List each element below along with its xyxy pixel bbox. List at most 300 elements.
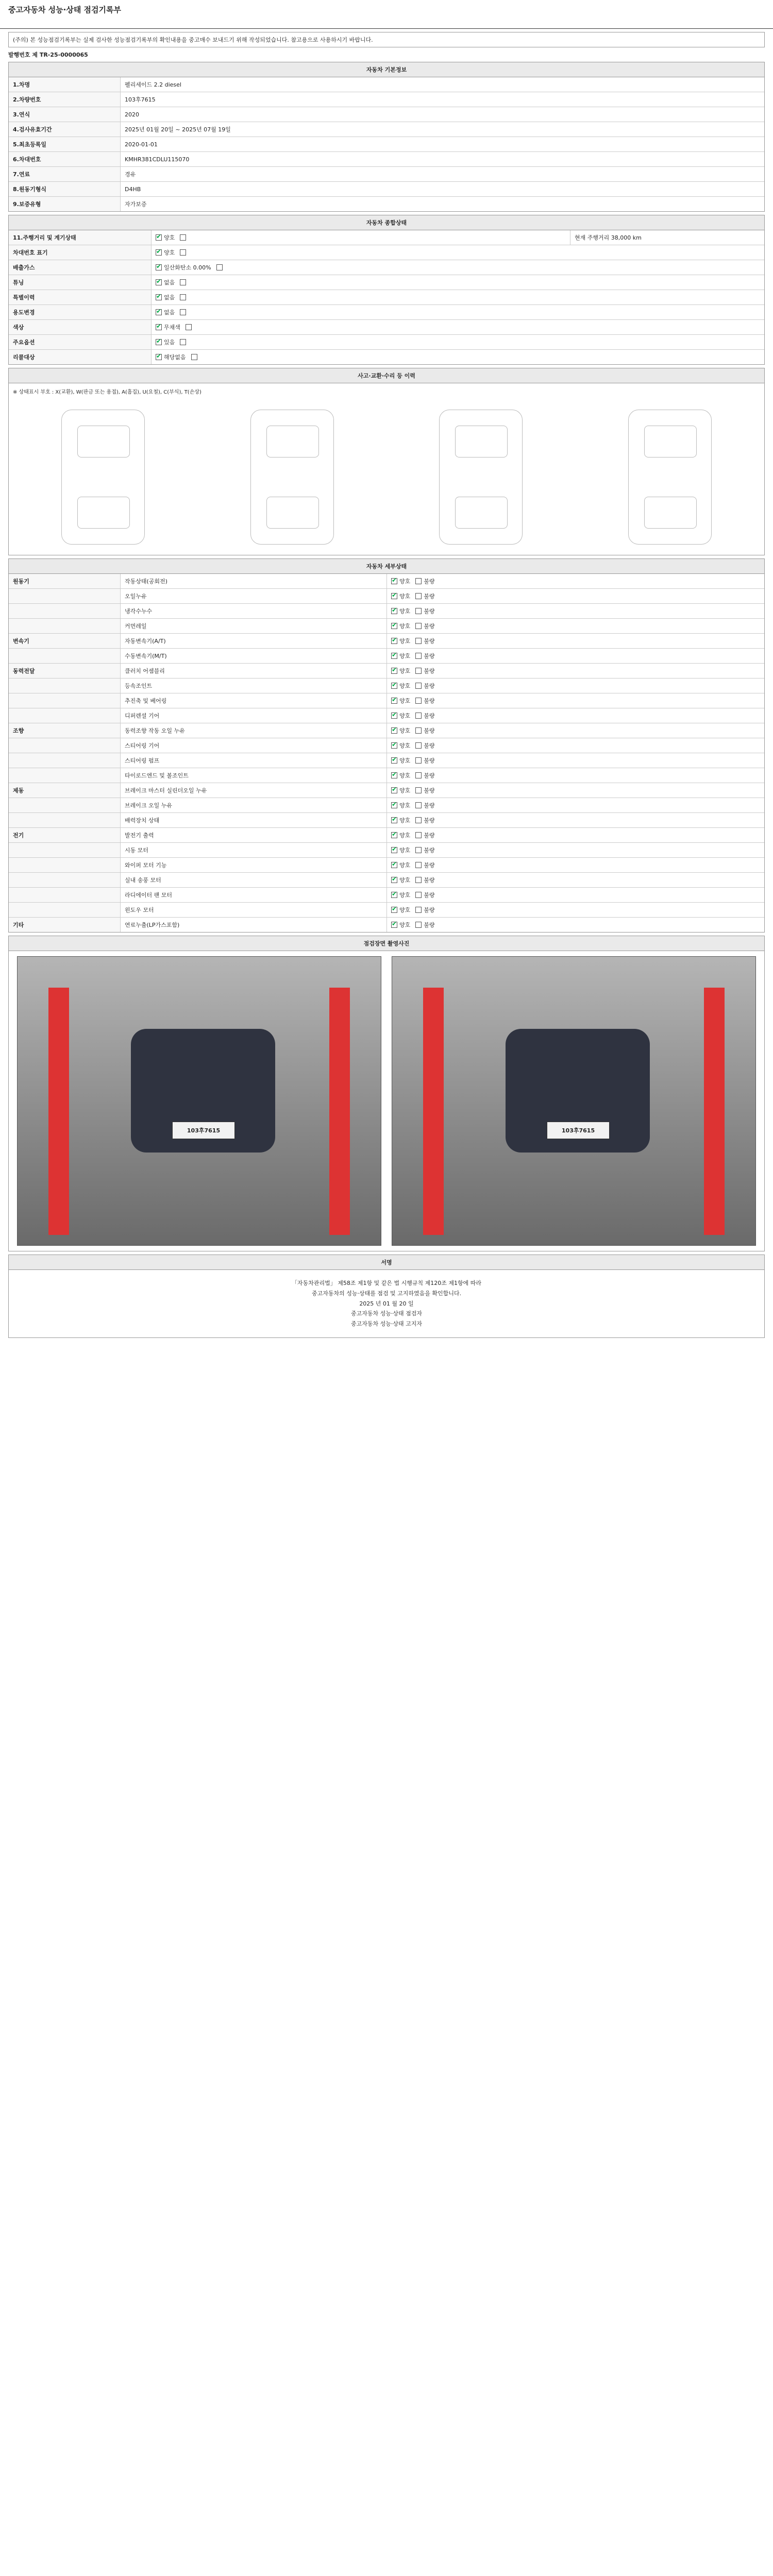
checkbox-box[interactable]: [415, 727, 422, 734]
checkbox[interactable]: [415, 622, 434, 630]
checkbox[interactable]: [180, 279, 188, 285]
diagram-legend: ※ 상태표시 부호 : X(교환), W(판금 또는 용접), A(흠집), U(요철), C(부식), T(손상): [13, 389, 201, 395]
checkbox-label: 해당없음: [164, 354, 186, 361]
detail-row: [9, 693, 764, 708]
checkbox-box[interactable]: [391, 817, 397, 823]
basic-row: [9, 77, 764, 92]
checkbox-box[interactable]: [415, 623, 422, 629]
checkbox-label: 양호: [164, 234, 175, 241]
checkbox-label: 불량: [424, 683, 435, 689]
detail-group: [9, 798, 121, 812]
checkbox-box[interactable]: [415, 683, 422, 689]
checkbox[interactable]: [391, 697, 410, 705]
checkbox-label: 양호: [399, 757, 411, 764]
checkbox[interactable]: [415, 846, 434, 854]
checkbox-box[interactable]: [391, 638, 397, 644]
checkbox-box[interactable]: [156, 294, 162, 300]
detail-state: [387, 619, 764, 633]
checkbox-box[interactable]: [415, 817, 422, 823]
checkbox[interactable]: [415, 592, 434, 600]
overall-state: [152, 260, 764, 275]
detail-row: [9, 738, 764, 753]
checkbox[interactable]: [391, 711, 410, 720]
checkbox[interactable]: [180, 339, 188, 345]
detail-row: [9, 574, 764, 588]
checkbox-box[interactable]: [391, 832, 397, 838]
checkbox-box[interactable]: [415, 832, 422, 838]
checkbox-label: 불량: [424, 832, 435, 839]
detail-group: [9, 843, 121, 857]
overall-row: [9, 349, 764, 364]
checkbox[interactable]: [391, 637, 410, 645]
checkbox-box[interactable]: [415, 668, 422, 674]
checkbox[interactable]: [391, 622, 410, 630]
overall-item: 11.주행거리 및 계기상태: [9, 230, 152, 245]
sign-seller: 중고자동차 성능·상태 고지자: [350, 1320, 422, 1328]
detail-group: [9, 604, 121, 618]
checkbox-label: 불량: [424, 698, 435, 704]
detail-group: [9, 619, 121, 633]
checkbox-box[interactable]: [156, 264, 162, 270]
checkbox-label: 양호: [399, 847, 411, 854]
detail-state: [387, 708, 764, 723]
detail-item: 수동변속기(M/T): [121, 649, 387, 663]
detail-item: 등속조인트: [121, 679, 387, 693]
checkbox[interactable]: [156, 323, 180, 331]
checkbox[interactable]: [156, 293, 175, 301]
basic-row: [9, 151, 764, 166]
basic-label: 2.차량번호: [9, 92, 121, 107]
overall-row: [9, 230, 764, 245]
detail-item: 윈도우 모터: [121, 903, 387, 917]
inspection-photo-front: [17, 956, 381, 1246]
detail-item: 연료누출(LP가스포함): [121, 918, 387, 932]
checkbox-box[interactable]: [391, 922, 397, 928]
diagram-section: [8, 368, 765, 555]
checkbox[interactable]: [415, 682, 434, 690]
checkbox[interactable]: [415, 607, 434, 615]
detail-state: [387, 858, 764, 872]
detail-row: [9, 753, 764, 768]
checkbox-label: 양호: [399, 832, 411, 839]
checkbox[interactable]: [391, 577, 410, 585]
checkbox[interactable]: [415, 697, 434, 705]
basic-row: [9, 137, 764, 151]
checkbox[interactable]: [415, 861, 434, 869]
checkbox-box[interactable]: [415, 757, 422, 764]
detail-state: [387, 649, 764, 663]
checkbox[interactable]: [415, 891, 434, 899]
checkbox-label: 양호: [399, 877, 411, 884]
basic-value: 2025년 01월 20일 ~ 2025년 07월 19일: [125, 126, 231, 133]
sign-body: [9, 1270, 764, 1337]
checkbox[interactable]: [391, 861, 410, 869]
checkbox-box[interactable]: [391, 847, 397, 853]
sign-header: 서명: [9, 1255, 764, 1270]
checkbox-label: 양호: [399, 653, 411, 659]
detail-group: 원동기: [9, 574, 121, 588]
detail-row: [9, 588, 764, 603]
checkbox-box[interactable]: [191, 354, 197, 360]
checkbox[interactable]: [415, 921, 434, 929]
detail-row: [9, 872, 764, 887]
checkbox-label: 무채색: [164, 324, 180, 331]
checkbox[interactable]: [180, 309, 188, 315]
overall-state: [152, 245, 764, 260]
checkbox-label: 불량: [424, 742, 435, 749]
overall-state: [152, 290, 764, 304]
detail-state: [387, 903, 764, 917]
basic-row: [9, 107, 764, 122]
detail-row: [9, 648, 764, 663]
checkbox[interactable]: [415, 577, 434, 585]
basic-label: 1.차명: [9, 77, 121, 92]
detail-header: 자동차 세부상태: [9, 559, 764, 574]
checkbox[interactable]: [391, 726, 410, 735]
checkbox[interactable]: [415, 652, 434, 660]
checkbox[interactable]: [391, 667, 410, 675]
detail-row: [9, 708, 764, 723]
basic-label: 4.검사유효기간: [9, 122, 121, 137]
checkbox[interactable]: [391, 921, 410, 929]
detail-row: [9, 798, 764, 812]
photos: [9, 951, 764, 1251]
overall-row: [9, 334, 764, 349]
checkbox-label: 불량: [424, 668, 435, 674]
checkbox-box[interactable]: [180, 339, 186, 345]
detail-row: [9, 663, 764, 678]
checkbox-box[interactable]: [415, 608, 422, 614]
checkbox-box[interactable]: [391, 593, 397, 599]
detail-group: [9, 589, 121, 603]
detail-row: [9, 783, 764, 798]
detail-state: [387, 679, 764, 693]
overall-item: 특별이력: [9, 290, 152, 304]
checkbox-label: 양호: [399, 593, 411, 600]
checkbox-box[interactable]: [391, 683, 397, 689]
car-side-right-icon: [628, 410, 712, 545]
checkbox[interactable]: [415, 816, 434, 824]
checkbox[interactable]: [415, 831, 434, 839]
checkbox-box[interactable]: [156, 309, 162, 315]
lift-left-icon: [48, 988, 69, 1235]
checkbox[interactable]: [391, 682, 410, 690]
checkbox[interactable]: [391, 891, 410, 899]
checkbox[interactable]: [180, 249, 188, 256]
checkbox[interactable]: [391, 876, 410, 884]
overall-state: [152, 230, 570, 245]
car-side-left-icon: [61, 410, 145, 545]
doc-no: [8, 50, 765, 59]
checkbox-label: 불량: [424, 907, 435, 913]
checkbox-box[interactable]: [391, 802, 397, 808]
checkbox-box[interactable]: [391, 742, 397, 749]
detail-group: [9, 693, 121, 708]
detail-group: [9, 873, 121, 887]
notice: (주의) 본 성능점검기록부는 실제 검사한 성능점검기록부의 확인내용을 중고매수 보내드기 위해 작성되었습니다. 참고용으로 사용하시기 바랍니다.: [8, 32, 765, 47]
detail-item: 클러치 어셈블리: [121, 664, 387, 678]
checkbox[interactable]: [391, 816, 410, 824]
detail-state: [387, 813, 764, 827]
detail-row: [9, 633, 764, 648]
checkbox-box[interactable]: [415, 892, 422, 898]
checkbox-label: 불량: [424, 653, 435, 659]
checkbox[interactable]: [156, 233, 175, 242]
checkbox-label: 불량: [424, 802, 435, 809]
detail-item: 시동 모터: [121, 843, 387, 857]
detail-item: 스티어링 펌프: [121, 753, 387, 768]
detail-item: 추진축 및 베어링: [121, 693, 387, 708]
basic-label: 3.연식: [9, 107, 121, 122]
checkbox-box[interactable]: [156, 234, 162, 241]
detail-row: [9, 618, 764, 633]
checkbox[interactable]: [391, 846, 410, 854]
checkbox-box[interactable]: [391, 653, 397, 659]
checkbox-label: 불량: [424, 713, 435, 719]
overall-item: 용도변경: [9, 305, 152, 319]
checkbox-box[interactable]: [156, 249, 162, 256]
detail-row: [9, 768, 764, 783]
overall-note: 현재 주행거리 38,000 km: [575, 234, 642, 241]
checkbox[interactable]: [180, 234, 188, 241]
checkbox-label: 있음: [164, 339, 175, 346]
checkbox-box[interactable]: [391, 608, 397, 614]
checkbox-box[interactable]: [391, 757, 397, 764]
checkbox-label: 없음: [164, 309, 175, 316]
detail-state: [387, 589, 764, 603]
checkbox-box[interactable]: [156, 339, 162, 345]
checkbox-box[interactable]: [415, 847, 422, 853]
checkbox-box[interactable]: [415, 742, 422, 749]
checkbox-label: 불량: [424, 847, 435, 854]
detail-state: [387, 604, 764, 618]
basic-value: 자가보증: [125, 201, 147, 208]
detail-group: [9, 813, 121, 827]
checkbox-box[interactable]: [415, 877, 422, 883]
checkbox-box[interactable]: [415, 578, 422, 584]
checkbox-box[interactable]: [415, 638, 422, 644]
checkbox[interactable]: [156, 263, 211, 272]
checkbox[interactable]: [156, 338, 175, 346]
checkbox-box[interactable]: [391, 623, 397, 629]
checkbox[interactable]: [156, 308, 175, 316]
checkbox[interactable]: [415, 741, 434, 750]
checkbox[interactable]: [156, 248, 175, 257]
detail-state: [387, 828, 764, 842]
lift-right-icon: [329, 988, 350, 1235]
basic-value: 펠리세이드 2.2 diesel: [125, 81, 181, 88]
checkbox-box[interactable]: [415, 862, 422, 868]
detail-row: [9, 857, 764, 872]
checkbox-box[interactable]: [415, 713, 422, 719]
checkbox-box[interactable]: [415, 802, 422, 808]
checkbox-label: 불량: [424, 877, 435, 884]
detail-state: [387, 873, 764, 887]
checkbox-box[interactable]: [180, 249, 186, 256]
checkbox-box[interactable]: [156, 324, 162, 330]
basic-row: [9, 181, 764, 196]
checkbox-box[interactable]: [391, 907, 397, 913]
checkbox-box[interactable]: [180, 309, 186, 315]
checkbox-box[interactable]: [180, 234, 186, 241]
detail-row: [9, 917, 764, 932]
sign-text1: 「자동차관리법」 제58조 제1항 및 같은 법 시행규칙 제120조 제1항에 따라: [291, 1280, 482, 1286]
checkbox-label: 불량: [424, 593, 435, 600]
checkbox[interactable]: [391, 786, 410, 794]
overall-item: 리콜대상: [9, 350, 152, 364]
checkbox-label: 양호: [399, 787, 411, 794]
detail-state: [387, 723, 764, 738]
checkbox-box[interactable]: [391, 892, 397, 898]
detail-item: 작동상태(공회전): [121, 574, 387, 588]
checkbox[interactable]: [180, 294, 188, 300]
checkbox[interactable]: [415, 667, 434, 675]
basic-label: 5.최초등록일: [9, 137, 121, 151]
checkbox[interactable]: [186, 324, 194, 330]
checkbox-label: 양호: [399, 802, 411, 809]
checkbox-box[interactable]: [415, 787, 422, 793]
checkbox[interactable]: [391, 741, 410, 750]
detail-item: 라디에이터 팬 모터: [121, 888, 387, 902]
detail-item: 자동변속기(A/T): [121, 634, 387, 648]
checkbox-box[interactable]: [156, 279, 162, 285]
basic-label: 8.원동기형식: [9, 182, 121, 196]
checkbox[interactable]: [391, 592, 410, 600]
checkbox[interactable]: [415, 756, 434, 765]
detail-row: [9, 603, 764, 618]
checkbox-box[interactable]: [391, 772, 397, 778]
detail-group: 변속기: [9, 634, 121, 648]
checkbox-label: 불량: [424, 727, 435, 734]
checkbox-box[interactable]: [391, 698, 397, 704]
checkbox-box[interactable]: [391, 668, 397, 674]
detail-state: [387, 798, 764, 812]
checkbox-box[interactable]: [415, 922, 422, 928]
checkbox-box[interactable]: [180, 279, 186, 285]
checkbox-label: 불량: [424, 817, 435, 824]
diagram-header: 사고·교환·수리 등 이력: [9, 368, 764, 383]
checkbox-label: 불량: [424, 892, 435, 899]
basic-value: KMHR381CDLU115070: [125, 156, 190, 163]
checkbox[interactable]: [391, 607, 410, 615]
checkbox-box[interactable]: [391, 713, 397, 719]
overall-state: [152, 305, 764, 319]
checkbox-box[interactable]: [391, 727, 397, 734]
overall-state: [152, 320, 764, 334]
checkbox[interactable]: [415, 801, 434, 809]
basic-label: 6.차대번호: [9, 152, 121, 166]
checkbox-box[interactable]: [186, 324, 192, 330]
detail-item: 디퍼렌셜 기어: [121, 708, 387, 723]
detail-state: [387, 753, 764, 768]
basic-value: D4HB: [125, 185, 141, 193]
checkbox-label: 양호: [399, 862, 411, 869]
checkbox-box[interactable]: [415, 593, 422, 599]
detail-item: 실내 송풍 모터: [121, 873, 387, 887]
detail-state: [387, 768, 764, 783]
detail-item: 와이퍼 모터 기능: [121, 858, 387, 872]
checkbox-box[interactable]: [391, 578, 397, 584]
checkbox-box[interactable]: [391, 787, 397, 793]
detail-state: [387, 888, 764, 902]
checkbox[interactable]: [415, 906, 434, 914]
checkbox[interactable]: [415, 726, 434, 735]
overall-row: [9, 275, 764, 290]
checkbox-label: 양호: [399, 727, 411, 734]
checkbox-box[interactable]: [391, 862, 397, 868]
detail-row: [9, 902, 764, 917]
checkbox-box[interactable]: [415, 653, 422, 659]
detail-state: [387, 738, 764, 753]
checkbox-box[interactable]: [415, 772, 422, 778]
checkbox[interactable]: [391, 756, 410, 765]
detail-group: [9, 649, 121, 663]
overall-item: 색상: [9, 320, 152, 334]
checkbox[interactable]: [391, 801, 410, 809]
overall-section: [8, 215, 765, 365]
checkbox-box[interactable]: [156, 354, 162, 360]
checkbox-box[interactable]: [391, 877, 397, 883]
checkbox-box[interactable]: [180, 294, 186, 300]
car-frame-icon: [439, 410, 523, 545]
checkbox-label: 양호: [399, 578, 411, 585]
checkbox[interactable]: [391, 831, 410, 839]
basic-row: [9, 166, 764, 181]
basic-value: 2020-01-01: [125, 141, 158, 148]
detail-state: [387, 574, 764, 588]
overall-item: 차대번호 표기: [9, 245, 152, 260]
checkbox[interactable]: [415, 786, 434, 794]
detail-row: [9, 842, 764, 857]
checkbox[interactable]: [156, 353, 186, 361]
basic-value: 경유: [125, 171, 136, 178]
detail-state: [387, 664, 764, 678]
checkbox[interactable]: [415, 876, 434, 884]
overall-state: [152, 350, 764, 364]
checkbox[interactable]: [391, 906, 410, 914]
checkbox[interactable]: [191, 354, 199, 360]
checkbox-box[interactable]: [216, 264, 223, 270]
detail-item: 타이로드엔드 및 볼조인트: [121, 768, 387, 783]
detail-row: [9, 827, 764, 842]
overall-state: [152, 335, 764, 349]
checkbox[interactable]: [391, 652, 410, 660]
basic-info-header: 자동차 기본정보: [9, 62, 764, 77]
detail-state: [387, 783, 764, 798]
checkbox-box[interactable]: [415, 907, 422, 913]
detail-row: [9, 887, 764, 902]
checkbox[interactable]: [415, 771, 434, 779]
overall-row: [9, 290, 764, 304]
lift-left-icon: [423, 988, 444, 1235]
checkbox-label: 양호: [399, 713, 411, 719]
checkbox[interactable]: [415, 711, 434, 720]
overall-item: 주요옵션: [9, 335, 152, 349]
detail-group: 동력전달: [9, 664, 121, 678]
checkbox[interactable]: [415, 637, 434, 645]
checkbox-box[interactable]: [415, 698, 422, 704]
basic-row: [9, 122, 764, 137]
car-top-icon: [250, 410, 334, 545]
checkbox[interactable]: [216, 264, 225, 270]
detail-state: [387, 843, 764, 857]
detail-item: 냉각수누수: [121, 604, 387, 618]
detail-item: 커먼레일: [121, 619, 387, 633]
checkbox[interactable]: [156, 278, 175, 286]
checkbox[interactable]: [391, 771, 410, 779]
checkbox-label: 양호: [399, 922, 411, 928]
sign-checker: 중고자동차 성능·상태 점검자: [350, 1310, 422, 1317]
